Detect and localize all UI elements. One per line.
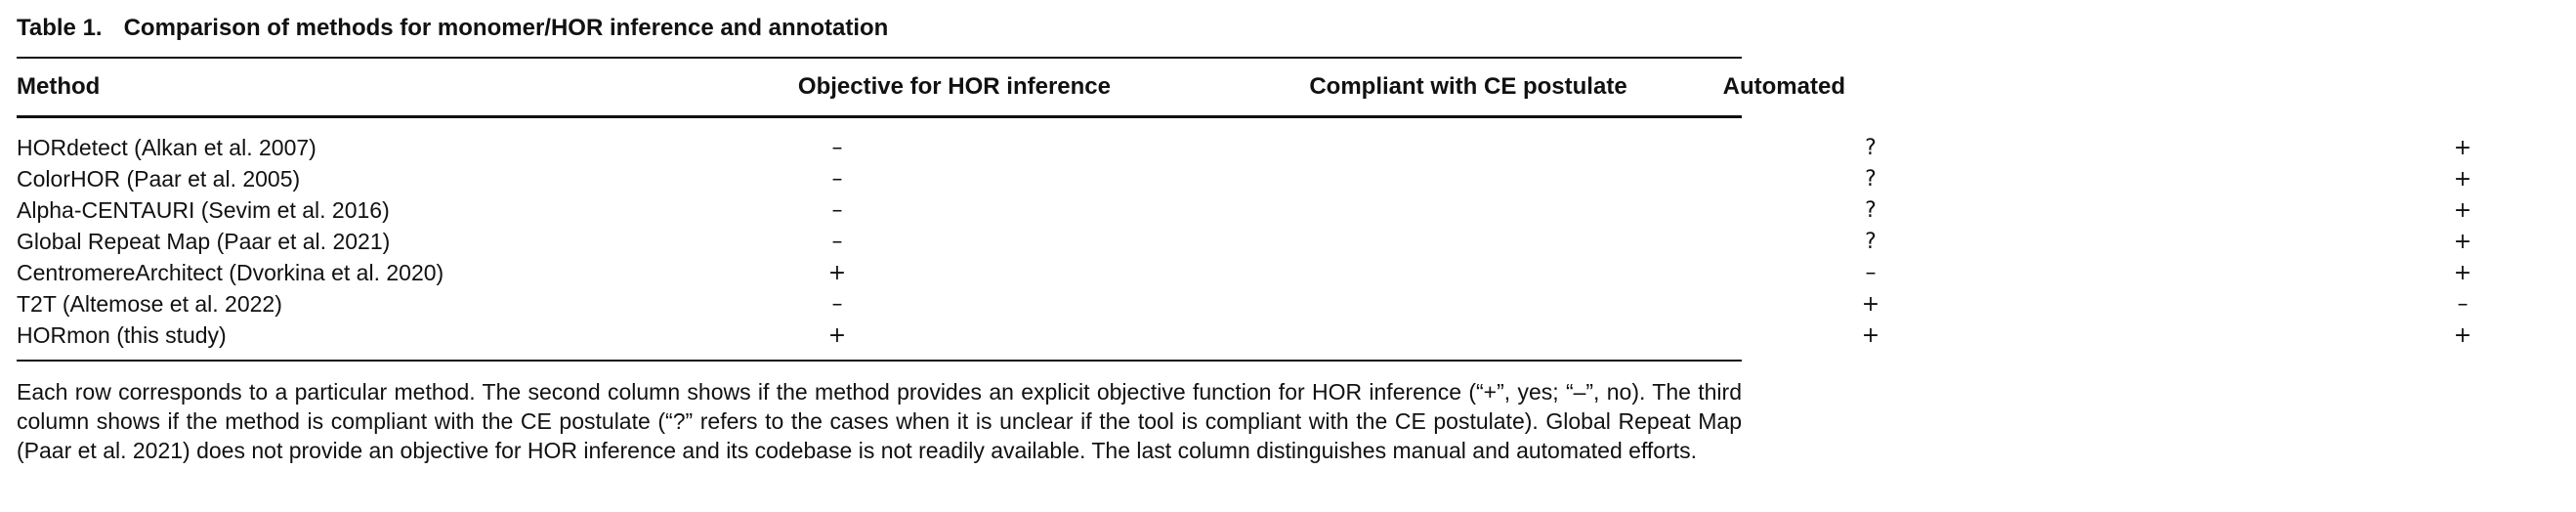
ce-cell: –	[1865, 261, 1877, 285]
method-cell: HORmon (this study)	[17, 322, 227, 348]
automated-cell: +	[2453, 198, 2472, 223]
spacer-row	[17, 118, 2576, 132]
table-footnote: Each row corresponds to a particular method. The second column shows if the method provides an explicit objective function for HOR inference (“+”, yes; “–”, no). The third column shows if the method is compliant with the CE postulate (“?” refers to the cases when it is unclear if the tool is compliant with the CE postulate). Global Repeat Map (Paar et al. 2021) does not provide an objective for HOR inference and its codebase is not readily available. The last column distinguishes manual and automated efforts.	[17, 379, 1742, 463]
header-ce-postulate: Compliant with CE postulate	[1309, 73, 1627, 100]
method-cell: CentromereArchitect (Dvorkina et al. 2020)	[17, 260, 444, 285]
automated-cell: +	[2453, 167, 2472, 192]
table-row	[17, 320, 2576, 351]
header-method: Method	[17, 73, 101, 100]
header-row	[17, 59, 1845, 115]
ce-cell: +	[1861, 292, 1880, 317]
bottom-rule	[17, 360, 1742, 362]
method-cell: HORdetect (Alkan et al. 2007)	[17, 135, 317, 160]
objective-cell: –	[831, 292, 843, 317]
table-figure	[17, 10, 2472, 465]
ce-cell: ?	[1865, 198, 1877, 223]
table-row	[17, 288, 2576, 320]
objective-cell: +	[827, 261, 847, 285]
table-row	[17, 257, 2576, 288]
objective-cell: –	[831, 167, 843, 192]
method-cell: T2T (Altemose et al. 2022)	[17, 291, 282, 317]
header-objective: Objective for HOR inference	[797, 73, 1111, 100]
automated-cell: +	[2453, 261, 2472, 285]
comparison-table-body	[17, 118, 2576, 351]
comparison-table	[17, 59, 1845, 115]
method-cell: ColorHOR (Paar et al. 2005)	[17, 166, 301, 192]
automated-cell: +	[2453, 136, 2472, 160]
header-automated: Automated	[1722, 73, 1845, 100]
objective-cell: –	[831, 136, 843, 160]
automated-cell: +	[2453, 323, 2472, 348]
objective-cell: +	[827, 323, 847, 348]
objective-cell: –	[831, 198, 843, 223]
table-row	[17, 226, 2576, 257]
automated-cell: +	[2453, 230, 2472, 254]
table-title: Comparison of methods for monomer/HOR inference and annotation	[123, 15, 889, 41]
method-cell: Alpha-CENTAURI (Sevim et al. 2016)	[17, 197, 390, 223]
table-row	[17, 194, 2576, 226]
table-row	[17, 132, 2576, 163]
ce-cell: ?	[1865, 167, 1877, 192]
table-caption	[17, 10, 1742, 47]
method-cell: Global Repeat Map (Paar et al. 2021)	[17, 229, 391, 254]
automated-cell: –	[2457, 292, 2469, 317]
ce-cell: ?	[1865, 136, 1877, 160]
table-label: Table 1.	[17, 15, 103, 41]
table-row	[17, 163, 2576, 194]
objective-cell: –	[831, 230, 843, 254]
ce-cell: +	[1861, 323, 1880, 348]
ce-cell: ?	[1865, 230, 1877, 254]
